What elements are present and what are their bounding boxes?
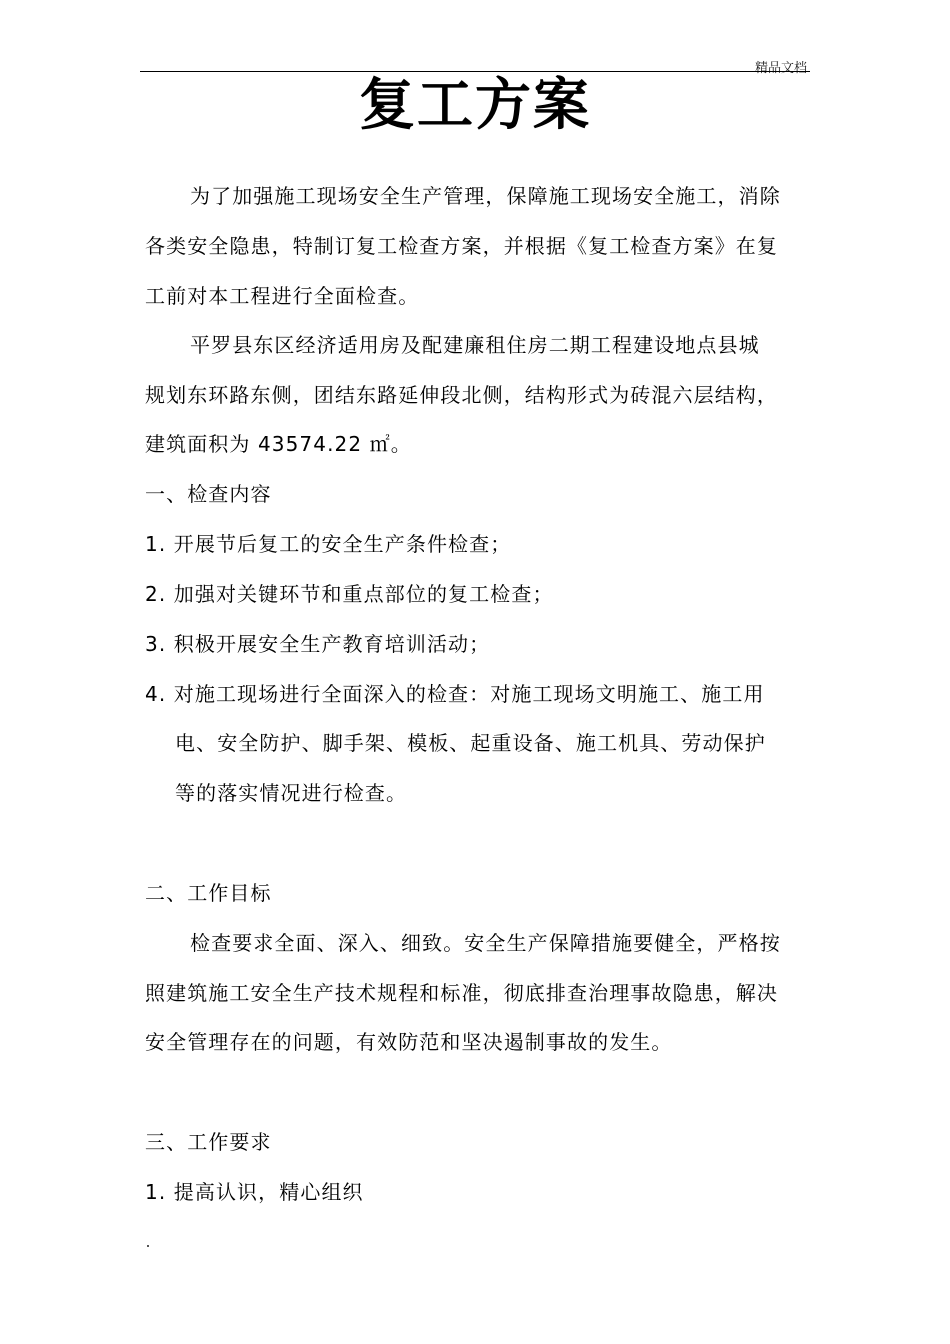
section1-item-4-cont-1: 电、安全防护、脚手架、模板、起重设备、施工机具、劳动保护: [175, 731, 766, 755]
section3-item-1: 1. 提高认识，精心组织: [145, 1180, 364, 1204]
document-title: 复工方案: [359, 73, 591, 138]
section1-item-3: 3. 积极开展安全生产教育培训活动；: [145, 632, 491, 656]
section2-heading: 二、工作目标: [145, 881, 272, 905]
intro-line-3: 工前对本工程进行全面检查。: [145, 284, 420, 308]
section3-heading: 三、工作要求: [145, 1130, 272, 1154]
section1-item-4: 4. 对施工现场进行全面深入的检查：对施工现场文明施工、施工用: [145, 682, 765, 706]
section1-heading: 一、检查内容: [145, 482, 272, 506]
project-line-1: 平罗县东区经济适用房及配建廉租住房二期工程建设地点县城: [190, 333, 760, 357]
section1-item-2: 2. 加强对关键环节和重点部位的复工检查；: [145, 582, 554, 606]
project-line-3: 建筑面积为 43574.22 ㎡。: [145, 432, 412, 456]
intro-line-2: 各类安全隐患，特制订复工检查方案，并根据《复工检查方案》在复: [145, 234, 778, 258]
section1-item-4-cont-2: 等的落实情况进行检查。: [175, 781, 408, 805]
header-tag: 精品文档: [754, 61, 807, 76]
section2-line-3: 安全管理存在的问题，有效防范和坚决遏制事故的发生。: [145, 1030, 673, 1054]
section1-item-1: 1. 开展节后复工的安全生产条件检查；: [145, 532, 512, 556]
project-line-2: 规划东环路东侧，团结东路延伸段北侧，结构形式为砖混六层结构，: [145, 383, 778, 407]
footer-dot: [147, 1245, 149, 1247]
intro-line-1: 为了加强施工现场安全生产管理，保障施工现场安全施工，消除: [190, 184, 781, 208]
section2-line-2: 照建筑施工安全生产技术规程和标准，彻底排查治理事故隐患，解决: [145, 981, 778, 1005]
section2-line-1: 检查要求全面、深入、细致。安全生产保障措施要健全，严格按: [190, 931, 781, 955]
